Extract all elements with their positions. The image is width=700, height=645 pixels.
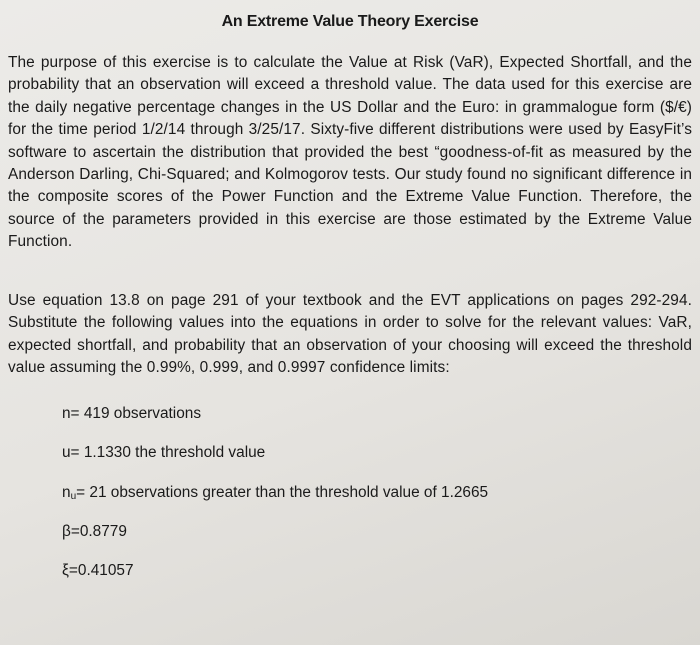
document-title: An Extreme Value Theory Exercise: [221, 13, 479, 30]
param-n: n= 419 observations: [62, 405, 202, 422]
param-nu-symbol: n: [62, 484, 71, 501]
param-nu-text: = 21 observations greater than the threshold value of 1.2665: [76, 484, 489, 501]
param-u: u= 1.1330 the threshold value: [62, 444, 266, 461]
instructions-paragraph: Use equation 13.8 on page 291 of your textbook and the EVT applications on pages 292-294. Substitute the following values into the equations in order to solve for the relevant values: VaR, expected shortfall, and probability that an observation of your choosing will exceed the threshold value assuming the 0.99%, 0.999, and 0.9997 confidence limits:: [8, 292, 692, 377]
param-beta: β=0.8779: [62, 523, 127, 540]
param-nu: [62, 484, 488, 502]
intro-paragraph: The purpose of this exercise is to calculate the Value at Risk (VaR), Expected Shortfall, and the probability that an observation will exceed a threshold value. The data used for this exercise are the daily negative percentage changes in the US Dollar and the Euro: in grammalogue form ($/€) for the time period 1/2/14 through 3/25/17. Sixty-five different distributions were used by EasyFit’s software to ascertain the distribution that provided the best “goodness-of-fit as measured by the Anderson Darling, Chi-Squared; and Kolmogorov tests. Our study found no significant difference in the composite scores of the Power Function and the Extreme Value Function. Therefore, the source of the parameters provided in this exercise are those estimated by the Extreme Value Function.: [8, 54, 692, 251]
param-nu-subscript: u: [70, 491, 77, 502]
param-xi: ξ=0.41057: [62, 562, 134, 579]
